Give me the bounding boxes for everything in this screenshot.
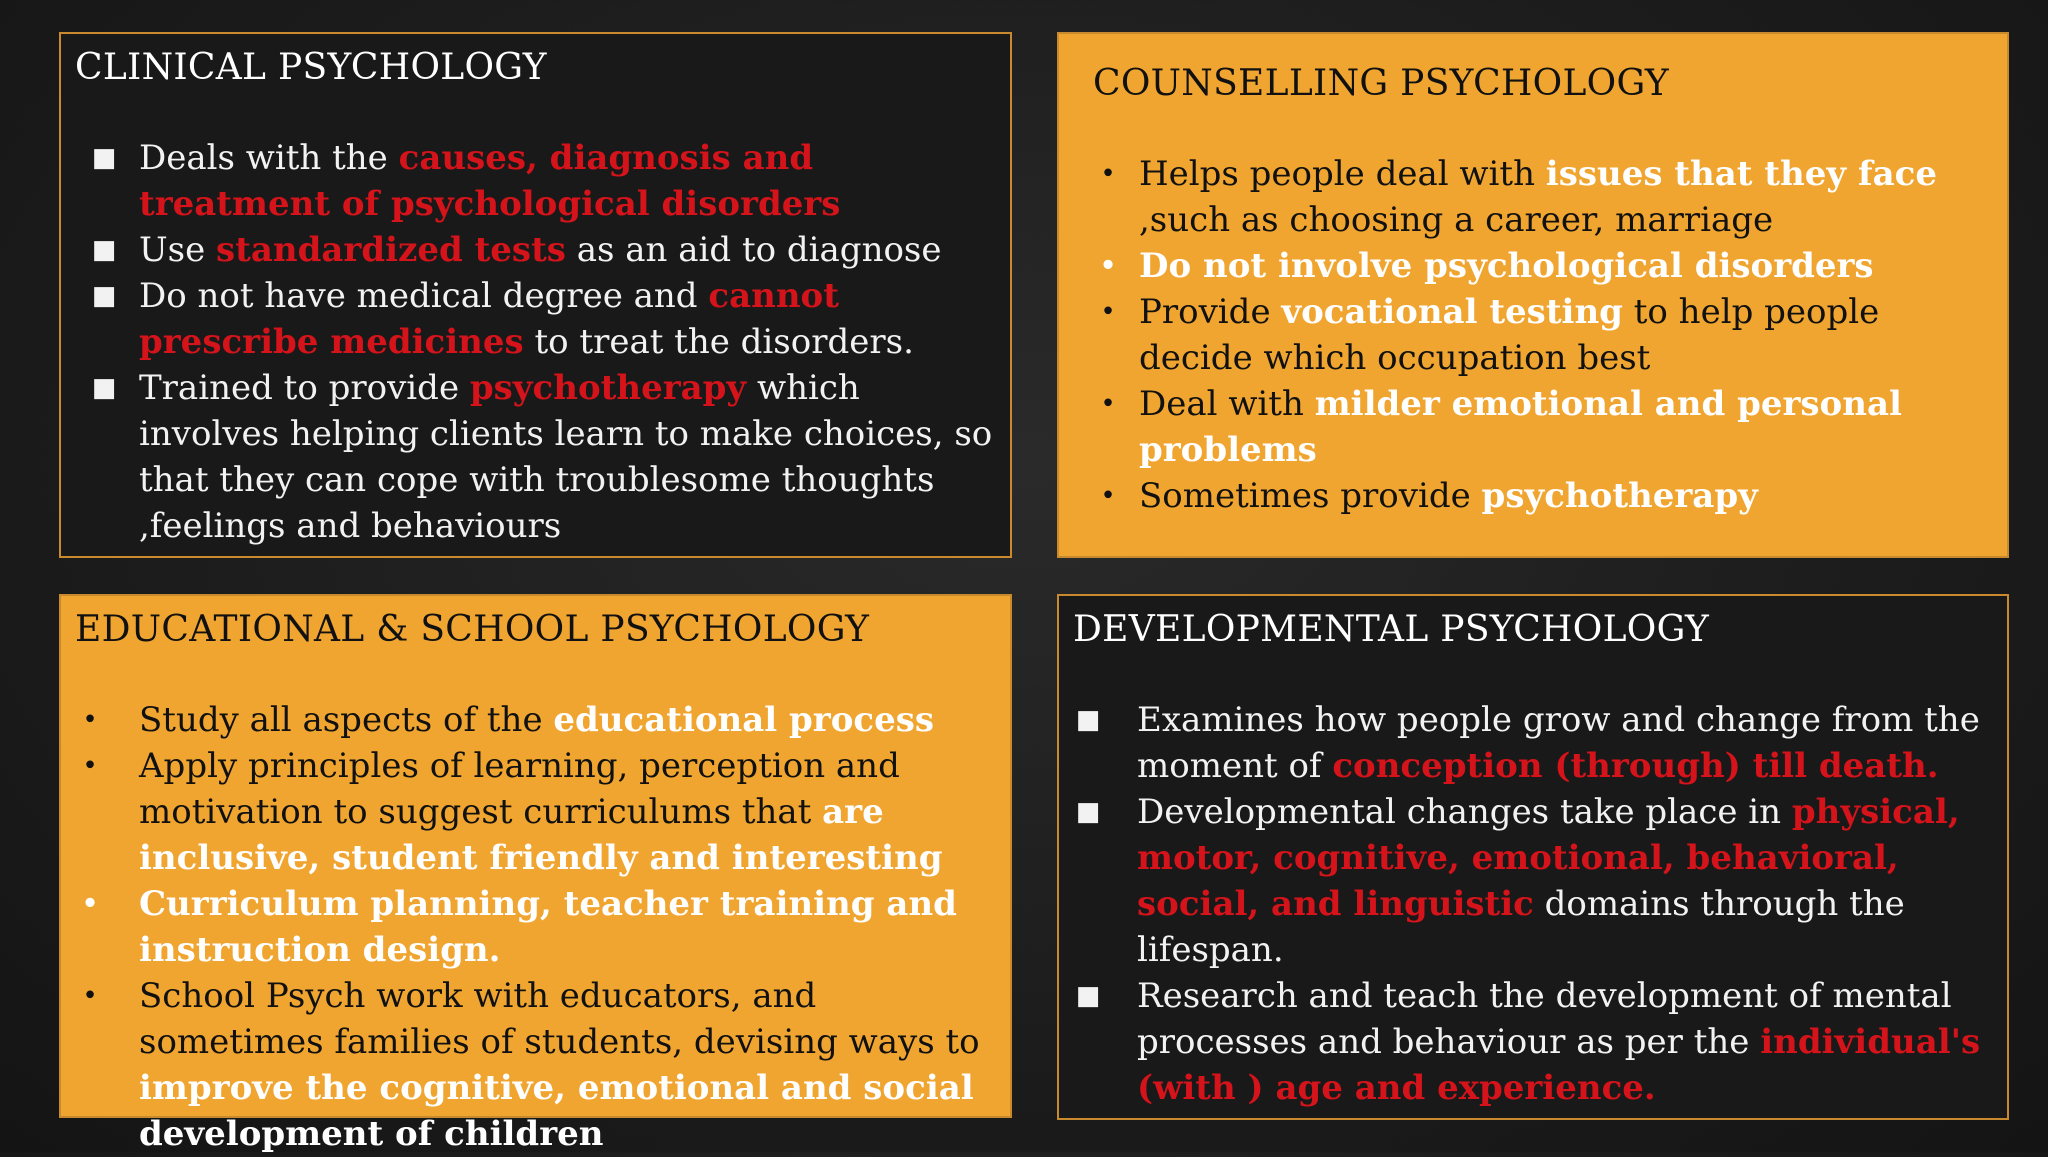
educational-psychology-panel xyxy=(59,594,1012,1155)
dot-bullet-icon: • xyxy=(82,705,98,736)
educational-title: EDUCATIONAL & SCHOOL PSYCHOLOGY xyxy=(75,609,870,650)
dot-bullet-icon: • xyxy=(82,981,98,1012)
list-item: ■ Trained to provide psychotherapy which involves helping clients learn to make choices, so that they can cope with troublesome thoughts ,feelings and behaviours xyxy=(75,365,996,549)
developmental-title: DEVELOPMENTAL PSYCHOLOGY xyxy=(1073,609,1710,650)
list-item: • Sometimes provide psychotherapy xyxy=(1093,473,1973,519)
list-item: • Deal with milder emotional and personal problems xyxy=(1093,381,1973,473)
dot-bullet-icon: • xyxy=(1099,251,1117,282)
developmental-psychology-panel xyxy=(1057,594,2009,1120)
counselling-psychology-panel xyxy=(1057,32,2009,558)
square-bullet-icon: ■ xyxy=(91,235,117,266)
dot-bullet-icon: • xyxy=(1100,481,1116,512)
counselling-list xyxy=(1093,151,1973,519)
list-item: • Do not involve psychological disorders xyxy=(1093,243,1973,289)
square-bullet-icon: ■ xyxy=(91,143,117,174)
list-item: ■ Deals with the causes, diagnosis and treatment of psychological disorders xyxy=(75,135,996,227)
clinical-list xyxy=(75,135,996,549)
list-item: • School Psych work with educators, and sometimes families of students, devising ways to improve the cognitive, emotional and social development of children xyxy=(75,973,996,1157)
list-item: ■ Use standardized tests as an aid to diagnose xyxy=(75,227,996,273)
list-item: ■ Research and teach the development of mental processes and behaviour as per the individual's (with ) age and experience. xyxy=(1073,973,1993,1111)
dot-bullet-icon: • xyxy=(1100,159,1116,190)
square-bullet-icon: ■ xyxy=(91,373,117,404)
developmental-list xyxy=(1073,697,1993,1111)
counselling-title: COUNSELLING PSYCHOLOGY xyxy=(1093,63,1669,104)
list-item: ■ Do not have medical degree and cannot prescribe medicines to treat the disorders. xyxy=(75,273,996,365)
dot-bullet-icon: • xyxy=(1100,297,1116,328)
dot-bullet-icon: • xyxy=(81,889,99,920)
list-item: ■ Developmental changes take place in physical, motor, cognitive, emotional, behavioral, social, and linguistic domains through the lifespan. xyxy=(1073,789,1993,973)
square-bullet-icon: ■ xyxy=(91,281,117,312)
square-bullet-icon: ■ xyxy=(1075,705,1101,736)
clinical-title: CLINICAL PSYCHOLOGY xyxy=(75,47,547,88)
list-item: • Helps people deal with issues that they face ,such as choosing a career, marriage xyxy=(1093,151,1973,243)
educational-list xyxy=(75,697,996,1157)
square-bullet-icon: ■ xyxy=(1075,797,1101,828)
list-item: ■ Examines how people grow and change from the moment of conception (through) till death. xyxy=(1073,697,1993,789)
dot-bullet-icon: • xyxy=(82,751,98,782)
list-item: • Curriculum planning, teacher training and instruction design. xyxy=(75,881,996,973)
dot-bullet-icon: • xyxy=(1100,389,1116,420)
list-item: • Study all aspects of the educational process xyxy=(75,697,996,743)
list-item: • Apply principles of learning, perception and motivation to suggest curriculums that are inclusive, student friendly and interesting xyxy=(75,743,996,881)
square-bullet-icon: ■ xyxy=(1075,981,1101,1012)
clinical-psychology-panel xyxy=(59,32,1012,558)
list-item: • Provide vocational testing to help people decide which occupation best xyxy=(1093,289,1973,381)
